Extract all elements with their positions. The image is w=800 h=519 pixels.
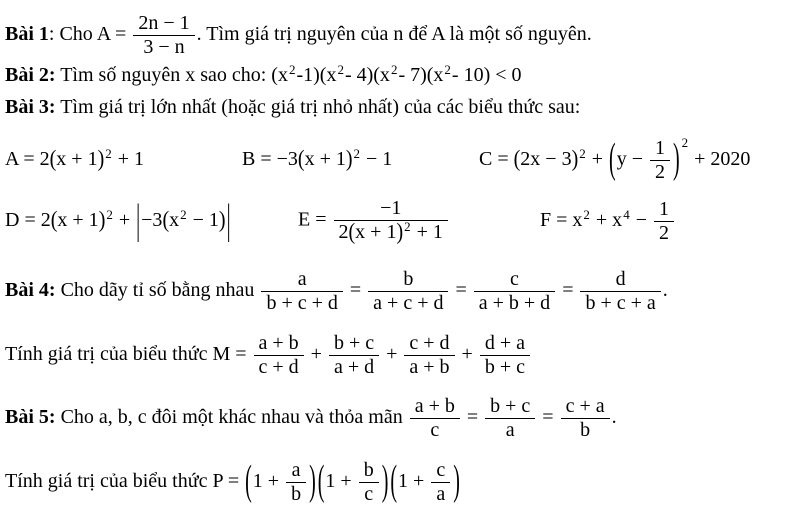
- problem-3-label: Bài 3:: [5, 96, 56, 118]
- fraction-numerator: c: [474, 269, 555, 292]
- superscript: 2: [337, 62, 344, 77]
- problem-5b-formula: P = (1 + $\frac{a}{b}$ ) (1 + $\frac{b}{c}$ ) (1 + $\frac{c}{a}$ ): [212, 458, 460, 505]
- paren: ): [309, 458, 316, 505]
- superscript: 2: [579, 146, 586, 162]
- fraction-numerator: d: [580, 269, 660, 292]
- fraction-denominator: c: [430, 419, 440, 441]
- problem-2-formula: (x2-1)(x2- 4)(x2- 7)(x2- 10) < 0: [271, 62, 522, 86]
- problem-4-part-2: [5, 333, 532, 378]
- problem-5-period: .: [611, 406, 617, 429]
- expression-F: F = x2 + x4 − $\frac{1}{2}$: [540, 199, 676, 244]
- fraction: [254, 333, 304, 378]
- fraction-numerator: c + d: [404, 333, 454, 356]
- fraction-numerator: −1: [334, 198, 448, 221]
- abs-bar: |: [226, 197, 231, 244]
- problem-4-label: Bài 4:: [5, 279, 56, 302]
- fraction: [654, 199, 674, 244]
- fraction-denominator: b: [291, 483, 302, 505]
- problem-4b-intro: Tính giá trị của biểu thức: [5, 343, 213, 366]
- abs-bar: |: [136, 197, 141, 244]
- superscript: 2: [404, 219, 411, 234]
- fraction: [261, 269, 342, 314]
- paren: ): [453, 458, 460, 505]
- problem-5-intro: Cho a, b, c đôi một khác nhau và thỏa mãn: [55, 406, 408, 429]
- fraction-denominator: 2: [654, 161, 665, 183]
- fraction-denominator: c: [364, 483, 374, 505]
- paren: (: [50, 206, 58, 233]
- fraction: [368, 269, 448, 314]
- expression-E: E = $\frac{-1}{2(x + 1)2 + 1}$: [298, 198, 450, 244]
- paren: ): [672, 136, 680, 183]
- problem-1-label: Bài 1: [5, 23, 49, 46]
- fraction-denominator: 2(x + 1)2 + 1: [334, 221, 448, 244]
- fraction-denominator: b + c + a: [585, 292, 656, 314]
- problem-3: [5, 96, 580, 119]
- paren: (: [513, 146, 521, 172]
- fraction-numerator: b: [359, 460, 379, 483]
- problem-4-formula: $\frac{a}{b + c + d}$ = $\frac{b}{a + c + d}$ = $\frac{c}{a + b + d}$ = $\frac{d}{b + c + a}$: [259, 279, 662, 301]
- fraction-denominator: a + b: [409, 356, 450, 378]
- paren: (: [317, 458, 325, 505]
- superscript: 2: [353, 146, 361, 161]
- fraction-numerator: d + a: [480, 333, 530, 356]
- fraction-numerator: 2n − 1: [133, 13, 194, 36]
- fraction: [334, 198, 448, 244]
- fraction-numerator: b + c: [329, 333, 379, 356]
- fraction: [431, 460, 450, 505]
- problem-1-question: . Tìm giá trị nguyên của n để A là một số nguyên.: [196, 23, 592, 46]
- expression-A: A = 2(x + 1)2 + 1: [5, 145, 145, 172]
- paren: ): [571, 146, 579, 172]
- paren: (: [609, 136, 616, 183]
- fraction-numerator: c: [431, 460, 450, 483]
- fraction-denominator: 3 − n: [143, 36, 185, 58]
- paren: (: [297, 145, 305, 172]
- fraction-denominator: a: [436, 483, 446, 505]
- problem-5: [5, 396, 617, 441]
- problem-5-formula: $\frac{a + b}{c}$ = $\frac{b + c}{a}$ = $\frac{c + a}{b}$: [408, 406, 612, 428]
- expression-B: B = −3(x + 1)2 − 1: [242, 145, 393, 172]
- fraction: [561, 396, 610, 441]
- fraction-numerator: a + b: [254, 333, 304, 356]
- fraction: [485, 396, 535, 441]
- expression-C: C = (2x − 3)2 + (y − $\frac{1}{2}$ ) 2 + 2020: [479, 135, 751, 183]
- problem-2-intro: Tìm số nguyên x sao cho:: [55, 64, 272, 86]
- superscript: 2: [390, 62, 398, 77]
- problem-3-text: Tìm giá trị lớn nhất (hoặc giá trị nhỏ nhất) của các biểu thức sau:: [55, 96, 581, 118]
- paren: ): [218, 206, 226, 233]
- problem-2: [5, 64, 522, 87]
- fraction: [404, 333, 454, 378]
- problem-5-part-2: [5, 460, 461, 505]
- superscript: 2: [106, 207, 113, 222]
- fraction-denominator: a + c + d: [373, 292, 444, 314]
- fraction-denominator: a + d: [333, 356, 375, 378]
- paren: ): [98, 206, 106, 233]
- fraction: [133, 13, 194, 58]
- problem-4: [5, 269, 668, 314]
- fraction-denominator: b: [580, 419, 591, 441]
- paren: (: [348, 218, 356, 245]
- paren: (: [49, 145, 57, 172]
- fraction-numerator: b + c: [485, 396, 535, 419]
- paren: ): [396, 218, 404, 245]
- fraction-numerator: a: [286, 460, 306, 483]
- paren: ): [97, 145, 105, 172]
- fraction: [329, 333, 379, 378]
- fraction: [286, 460, 306, 505]
- fraction-denominator: c + d: [258, 356, 299, 378]
- superscript: 2: [288, 62, 296, 77]
- fraction: [650, 138, 670, 183]
- problem-1: [5, 13, 592, 58]
- problem-1-intro: : Cho: [48, 23, 97, 46]
- superscript: 2: [681, 135, 689, 151]
- superscript: 2: [180, 207, 187, 222]
- problem-5b-intro: Tính giá trị của biểu thức: [5, 470, 213, 493]
- problem-4b-formula: M = $\frac{a + b}{c + d}$ + $\frac{b + c}{a + d}$ + $\frac{c + d}{a + b}$ + $\frac{d + a}{b + c}$: [212, 343, 532, 365]
- fraction: [359, 460, 379, 505]
- fraction: [480, 333, 530, 378]
- fraction-denominator: 2: [658, 222, 669, 244]
- fraction-denominator: a: [505, 419, 515, 441]
- superscript: 2: [105, 146, 112, 161]
- problem-2-label: Bài 2:: [5, 64, 56, 86]
- problem-4-period: .: [662, 279, 668, 302]
- paren: (: [390, 458, 398, 505]
- problem-1-formula: A = $\frac{2n - 1}{3 - n}$: [97, 23, 197, 45]
- fraction-denominator: a + b + d: [478, 292, 551, 314]
- superscript: 2: [583, 207, 590, 223]
- fraction: [474, 269, 555, 314]
- problem-4-intro: Cho dãy tỉ số bằng nhau: [55, 279, 260, 302]
- fraction: [410, 396, 460, 441]
- fraction-denominator: b + c: [484, 356, 525, 378]
- fraction-numerator: a: [261, 269, 342, 292]
- superscript: 4: [623, 207, 630, 223]
- fraction-numerator: c + a: [561, 396, 610, 419]
- fraction-numerator: b: [368, 269, 448, 292]
- fraction: [580, 269, 660, 314]
- superscript: 2: [444, 62, 451, 77]
- fraction-numerator: a + b: [410, 396, 460, 419]
- problem-5-label: Bài 5:: [5, 406, 56, 429]
- fraction-denominator: b + c + d: [266, 292, 338, 314]
- paren: ): [381, 458, 389, 505]
- expression-D: D = 2(x + 1)2 + |−3(x2 − 1)|: [5, 209, 232, 233]
- fraction-numerator: 1: [650, 138, 670, 161]
- fraction-numerator: 1: [654, 199, 674, 222]
- paren: ): [345, 145, 353, 172]
- paren: (: [245, 458, 252, 505]
- paren: (: [162, 206, 170, 233]
